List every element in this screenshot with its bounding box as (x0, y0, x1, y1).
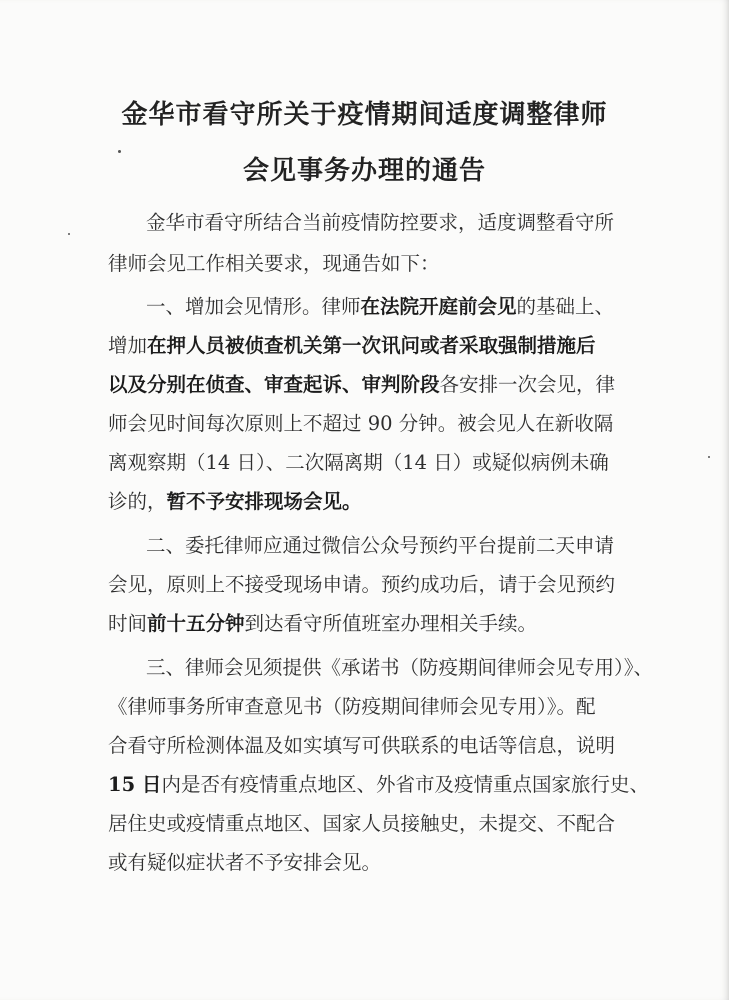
section3-text: 内是否有疫情重点地区、外省市及疫情重点国家旅行史、 (161, 773, 649, 796)
notice-title-line-2: 会见事务办理的通告 (242, 156, 486, 186)
section1-text: 诊的， (108, 490, 167, 513)
section1-emphasis: 暂不予安排现场会见。 (166, 490, 362, 513)
section3-line-1: 三、律师会见须提供《承诺书（防疫期间律师会见专用）》、 (146, 656, 654, 679)
section1-emphasis: 以及分别在侦查、审查起诉、审判阶段 (108, 373, 440, 396)
scan-speck (118, 150, 121, 153)
intro-line-1: 金华市看守所结合当前疫情防控要求，适度调整看守所 (146, 211, 615, 234)
section3-emphasis: 15 日 (108, 773, 162, 796)
section1-line-3 (108, 373, 618, 397)
section1-text: 各安排一次会见，律 (439, 373, 616, 396)
section3-line-2: 《律师事务所审查意见书（防疫期间律师会见专用）》。配 (108, 695, 596, 718)
section2-line-2: 会见，原则上不接受现场申请。预约成功后，请于会见预约 (108, 573, 616, 596)
notice-title-line-1: 金华市看守所关于疫情期间适度调整律师 (121, 100, 608, 130)
section3-line-3: 合看守所检测体温及如实填写可供联系的电话等信息，说明 (108, 734, 616, 757)
section1-emphasis: 在法院开庭前会见 (360, 295, 517, 318)
section2-text: 时间 (108, 612, 148, 635)
section1-line-4: 师会见时间每次原则上不超过 90 分钟。被会见人在新收隔 (108, 412, 614, 435)
section1-line-2 (108, 334, 618, 358)
section1-line-6 (108, 490, 618, 514)
section1-emphasis: 在押人员被侦查机关第一次讯问或者采取强制措施后 (147, 334, 596, 357)
intro-line-2: 律师会见工作相关要求，现通告如下： (108, 252, 440, 275)
section3-line-4 (108, 773, 649, 797)
section1-text: 的基础上、 (516, 295, 615, 318)
section3-line-5: 居住史或疫情重点地区、国家人员接触史，未提交、不配合 (108, 812, 616, 835)
section1-text: 一、增加会见情形。律师 (146, 295, 361, 318)
section1-line-5: 离观察期（14 日）、二次隔离期（14 日）或疑似病例未确 (108, 451, 609, 474)
scan-speck (708, 456, 710, 458)
section2-text: 到达看守所值班室办理相关手续。 (244, 612, 538, 635)
section2-line-3 (108, 612, 618, 636)
scan-speck (68, 233, 70, 235)
section2-line-1: 二、委托律师应通过微信公众号预约平台提前二天申请 (146, 534, 615, 557)
section1-text: 增加 (108, 334, 148, 357)
section2-emphasis: 前十五分钟 (147, 612, 245, 635)
section1-line-1 (146, 295, 618, 319)
section3-line-6: 或有疑似症状者不予安排会见。 (108, 851, 382, 874)
